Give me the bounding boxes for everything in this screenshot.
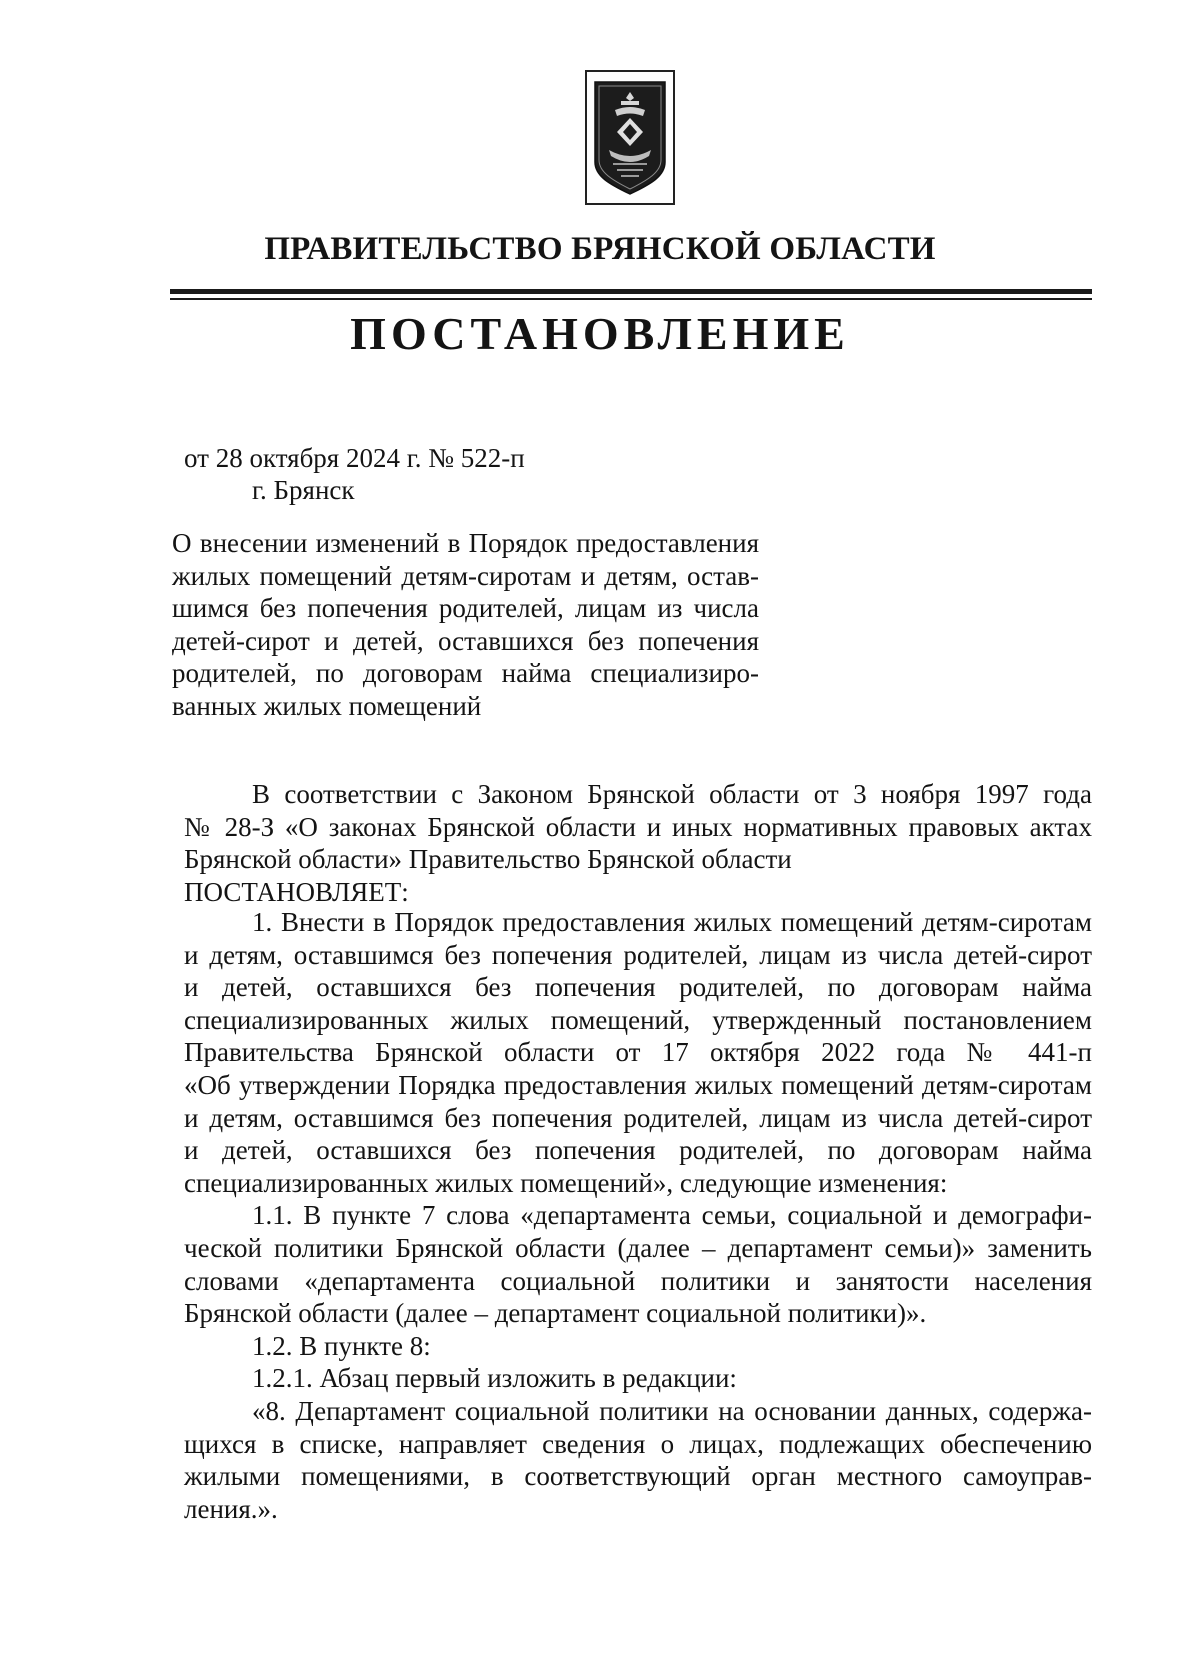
- body-line: и детей, оставшихся без попечения родителей, по договорам найма: [184, 972, 1092, 1003]
- organization-title: ПРАВИТЕЛЬСТВО БРЯНСКОЙ ОБЛАСТИ: [264, 231, 936, 267]
- body-line: и детям, оставшимся без попечения родителей, лицам из числа детей-сирот: [184, 939, 1092, 970]
- body-line: 1.1. В пункте 7 слова «департамента семьи, социальной и демографи-: [252, 1200, 1092, 1231]
- body-line: 1.2. В пункте 8:: [252, 1330, 431, 1361]
- decree-subject: [172, 527, 759, 722]
- body-line: «Об утверждении Порядка предоставления жилых помещений детям-сиротам: [184, 1069, 1092, 1100]
- subject-line: ванных жилых помещений: [172, 690, 482, 721]
- subject-line: родителей, по договорам найма специализиро-: [172, 658, 759, 688]
- preamble-line: № 28-З «О законах Брянской области и иных нормативных правовых актах: [184, 811, 1092, 842]
- body-line: и детям, оставшимся без попечения родителей, лицам из числа детей-сирот: [184, 1102, 1092, 1133]
- header-rule-thick: [170, 289, 1092, 294]
- body-line: ческой политики Брянской области (далее – департамент семьи)» заменить: [184, 1232, 1092, 1263]
- subject-line: О внесении изменений в Порядок предоставления: [172, 528, 759, 558]
- body-line: 1. Внести в Порядок предоставления жилых помещений детям-сиротам: [252, 907, 1092, 937]
- coat-of-arms-emblem: [585, 70, 675, 205]
- preamble-line: В соответствии с Законом Брянской области от 3 ноября 1997 года: [252, 779, 1092, 809]
- subject-line: детей-сирот и детей, оставшихся без попечения: [172, 625, 759, 656]
- document-type-title: ПОСТАНОВЛЕНИЕ: [350, 308, 850, 359]
- body-line: 1.2.1. Абзац первый изложить в редакции:: [252, 1363, 737, 1394]
- body-line: Правительства Брянской области от 17 октября 2022 года № 441-п: [184, 1037, 1092, 1068]
- decree-date-number: от 28 октября 2024 г. № 522-п: [184, 443, 525, 473]
- body-line: жилыми помещениями, в соответствующий орган местного самоуправ-: [184, 1461, 1092, 1492]
- decree-body: [184, 906, 1092, 1525]
- body-line: ления.».: [184, 1493, 278, 1524]
- body-line: словами «департамента социальной политики и занятости населения: [184, 1265, 1092, 1296]
- body-line: и детей, оставшихся без попечения родителей, по договорам найма: [184, 1135, 1092, 1166]
- subject-line: шимся без попечения родителей, лицам из числа: [172, 593, 759, 623]
- subject-line: жилых помещений детям-сиротам и детям, остав-: [172, 560, 759, 591]
- header-rule-thin: [170, 298, 1092, 300]
- preamble-line: Брянской области» Правительство Брянской области: [184, 844, 792, 875]
- resolves-heading: ПОСТАНОВЛЯЕТ:: [184, 876, 409, 907]
- body-line: «8. Департамент социальной политики на основании данных, содержа-: [252, 1395, 1092, 1426]
- body-line: Брянской области (далее – департамент социальной политики)».: [184, 1298, 927, 1329]
- preamble: [184, 778, 1092, 908]
- body-line: специализированных жилых помещений», следующие изменения:: [184, 1167, 948, 1198]
- body-line: специализированных жилых помещений, утвержденный постановлением: [184, 1004, 1092, 1035]
- body-line: щихся в списке, направляет сведения о лицах, подлежащих обеспечению: [184, 1428, 1092, 1459]
- decree-city: г. Брянск: [252, 475, 355, 505]
